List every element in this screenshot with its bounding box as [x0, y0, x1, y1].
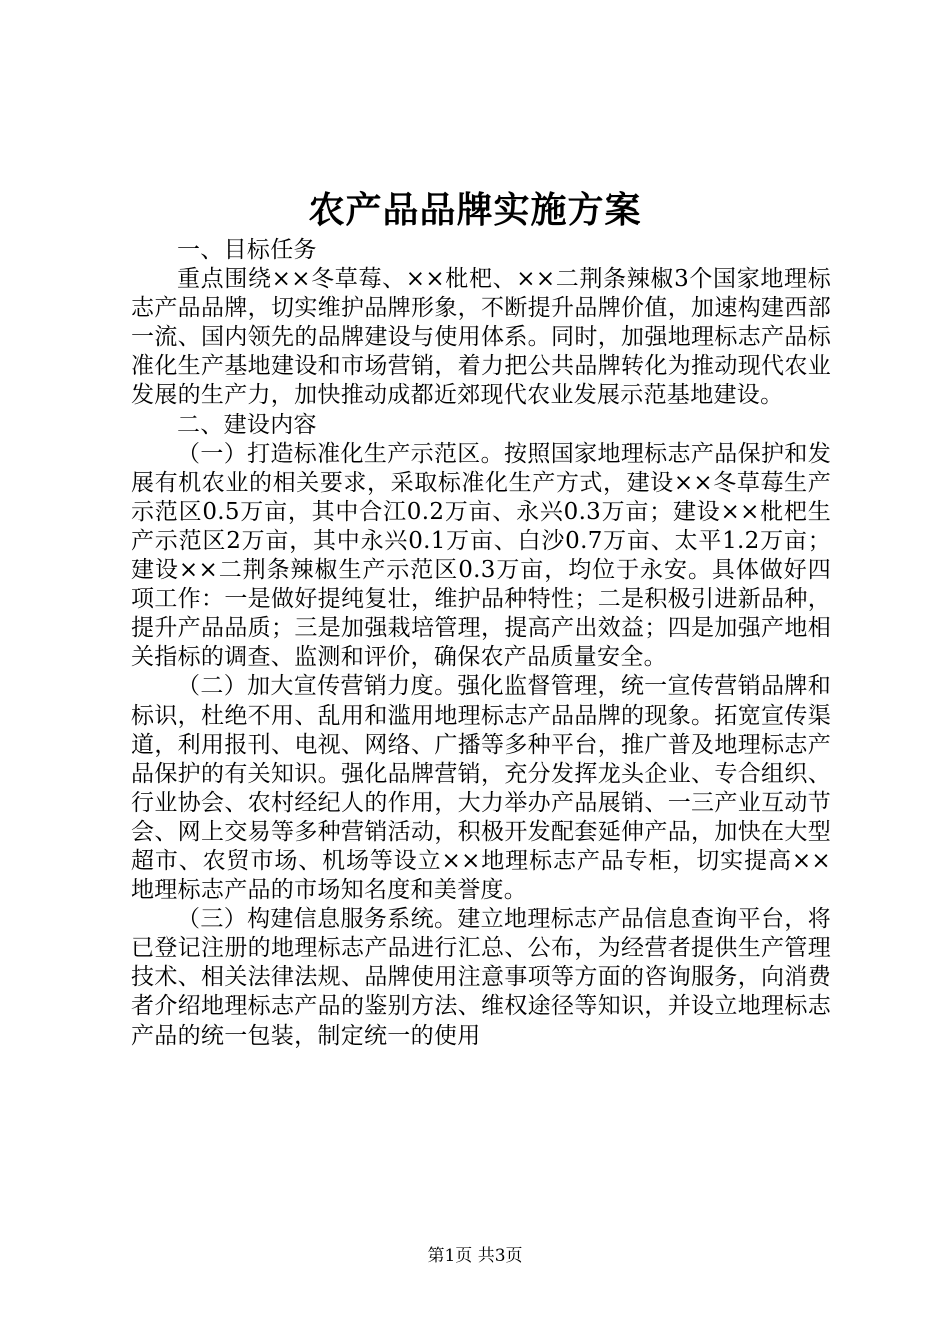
document-body — [131, 236, 831, 1051]
paragraph-info-service: （三）构建信息服务系统。建立地理标志产品信息查询平台，将已登记注册的地理标志产品进行汇总、公布，为经营者提供生产管理技术、相关法律法规、品牌使用注意事项等方面的咨询服务，向消费者介绍地理标志产品的鉴别方法、维权途径等知识，并设立地理标志产品的统一包装，制定统一的使用 — [131, 906, 831, 1049]
section-heading-content: 二、建设内容 — [177, 411, 317, 438]
document-title: 农产品品牌实施方案 — [308, 189, 642, 231]
section-heading-goals: 一、目标任务 — [177, 237, 317, 263]
paragraph-promotion-marketing: （二）加大宣传营销力度。强化监督管理，统一宣传营销品牌和标识，杜绝不用、乱用和滥用地理标志产品品牌的现象。拓宽宣传渠道，利用报刊、电视、网络、广播等多种平台，推广普及地理标志产品保护的有关知识。强化品牌营销，充分发挥龙头企业、专合组织、行业协会、农村经纪人的作用，大力举办产品展销、一三产业互动节会、网上交易等多种营销活动，积极开发配套延伸产品，加快在大型超市、农贸市场、机场等设立××地理标志产品专柜，切实提高××地理标志产品的市场知名度和美誉度。 — [131, 673, 831, 904]
paragraph-goals: 重点围绕××冬草莓、××枇杷、××二荆条辣椒3个国家地理标志产品品牌，切实维护品牌形象，不断提升品牌价值，加速构建西部一流、国内领先的品牌建设与使用体系。同时，加强地理标志产品标准化生产基地建设和市场营销，着力把公共品牌转化为推动现代农业发展的生产力，加快推动成都近郊现代农业发展示范基地建设。 — [131, 266, 831, 409]
page-footer: 第1页 共3页 — [427, 1246, 523, 1266]
paragraph-standard-demo-zone: （一）打造标准化生产示范区。按照国家地理标志产品保护和发展有机农业的相关要求，采取标准化生产方式，建设××冬草莓生产示范区0.5万亩，其中合江0.2万亩、永兴0.3万亩；建设××枇杷生产示范区2万亩，其中永兴0.1万亩、白沙0.7万亩、太平1.2万亩；建设××二荆条辣椒生产示范区0.3万亩，均位于永安。具体做好四项工作：一是做好提纯复壮，维护品种特性；二是积极引进新品种，提升产品品质；三是加强栽培管理，提高产出效益；四是加强产地相关指标的调查、监测和评价，确保农产品质量安全。 — [131, 440, 831, 671]
